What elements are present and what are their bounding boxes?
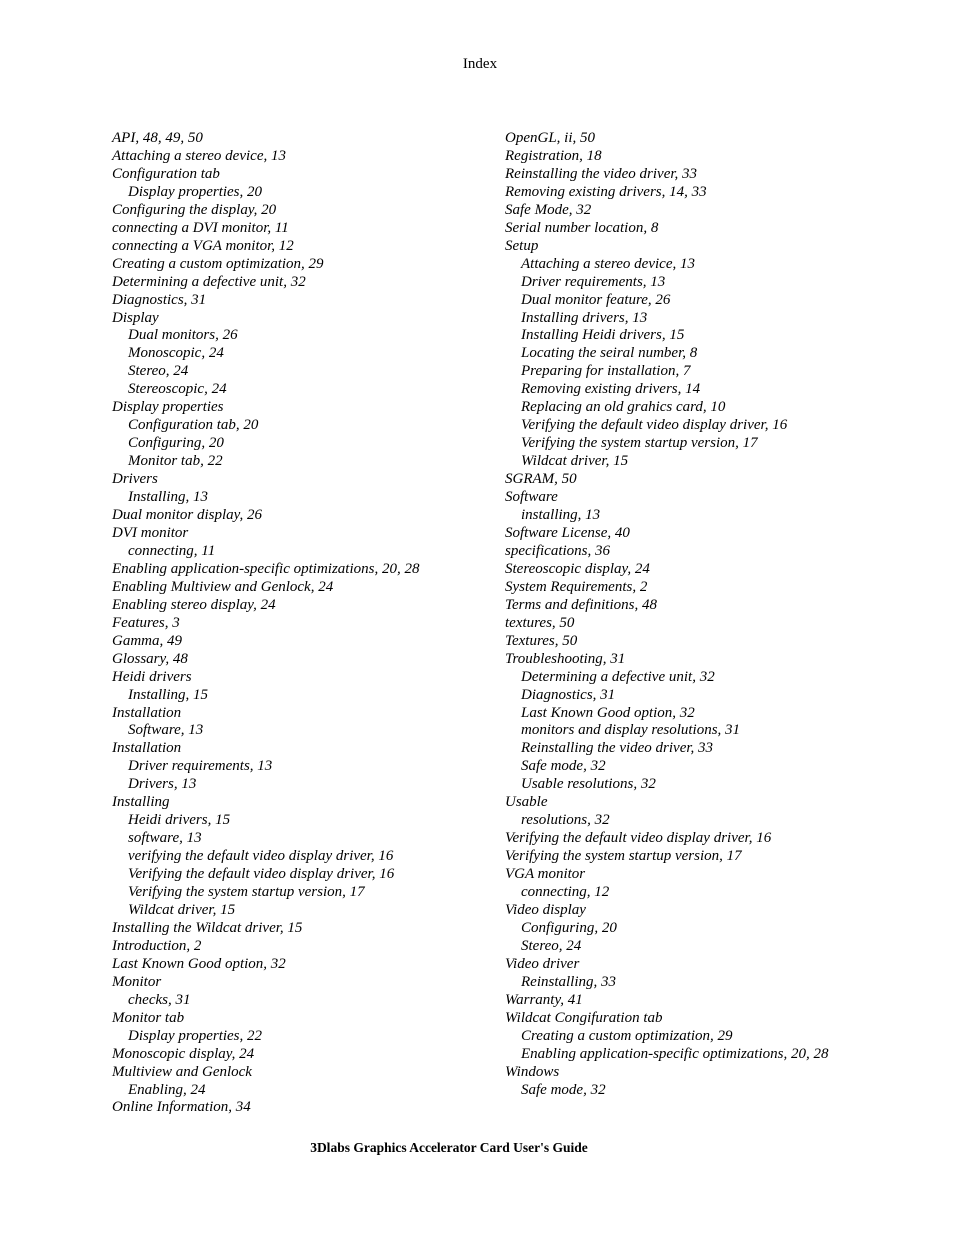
index-entry: Reinstalling the video driver, 33 xyxy=(505,165,698,182)
index-subentry: Dual monitors, 26 xyxy=(128,327,238,344)
index-entry: Monoscopic display, 24 xyxy=(112,1045,255,1062)
index-entry: Windows xyxy=(505,1063,560,1080)
index-subentry: installing, 13 xyxy=(521,507,601,524)
index-entry: Video display xyxy=(505,901,586,918)
index-entry: Gamma, 49 xyxy=(112,632,182,649)
index-entry: Monitor xyxy=(112,973,162,990)
index-entry: Verifying the default video display driver, 16 xyxy=(505,830,772,847)
index-entry: Terms and definitions, 48 xyxy=(505,596,657,613)
index-subentry: Usable resolutions, 32 xyxy=(521,776,656,793)
index-entry: Drivers xyxy=(112,471,158,488)
index-entry: Online Information, 34 xyxy=(112,1099,251,1116)
page-header: Index xyxy=(462,56,498,72)
index-entry: Wildcat Congifuration tab xyxy=(505,1009,663,1026)
index-subentry: Creating a custom optimization, 29 xyxy=(521,1027,733,1044)
index-subentry: Dual monitor feature, 26 xyxy=(521,291,671,308)
index-subentry: Attaching a stereo device, 13 xyxy=(521,255,695,272)
index-entry: Safe Mode, 32 xyxy=(505,201,592,218)
index-subentry: Enabling, 24 xyxy=(128,1081,206,1098)
index-subentry: Verifying the system startup version, 17 xyxy=(521,435,758,452)
index-entry: Enabling stereo display, 24 xyxy=(112,596,276,613)
index-subentry: Stereo, 24 xyxy=(128,363,189,380)
index-entry: textures, 50 xyxy=(505,614,575,631)
index-entry: Registration, 18 xyxy=(505,147,602,164)
index-column-left xyxy=(112,130,492,1117)
index-entry: Multiview and Genlock xyxy=(112,1063,252,1080)
index-entry: Enabling application-specific optimizations, 20, 28 xyxy=(112,560,420,577)
index-subentry: Installing drivers, 13 xyxy=(521,309,648,326)
index-entry: Serial number location, 8 xyxy=(505,219,659,236)
index-subentry: Enabling application-specific optimizations, 20, 28 xyxy=(521,1045,829,1062)
index-entry: Last Known Good option, 32 xyxy=(112,955,286,972)
index-entry: SGRAM, 50 xyxy=(505,471,577,488)
index-entry: Display properties xyxy=(112,399,224,416)
index-subentry: Driver requirements, 13 xyxy=(128,758,273,775)
index-entry: Determining a defective unit, 32 xyxy=(112,273,306,290)
index-entry: Software xyxy=(505,489,558,506)
index-entry: connecting a DVI monitor, 11 xyxy=(112,219,289,236)
index-entry: Glossary, 48 xyxy=(112,650,188,667)
index-entry: Textures, 50 xyxy=(505,632,578,649)
index-entry: System Requirements, 2 xyxy=(505,578,648,595)
index-entry: Software License, 40 xyxy=(505,524,630,541)
index-entry: Enabling Multiview and Genlock, 24 xyxy=(112,578,334,595)
index-entry: Installation xyxy=(112,704,182,721)
index-entry: OpenGL, ii, 50 xyxy=(505,130,595,146)
index-entry: Display xyxy=(112,309,159,326)
index-subentry: Configuration tab, 20 xyxy=(128,417,259,434)
index-subentry: resolutions, 32 xyxy=(521,812,610,829)
index-entry: VGA monitor xyxy=(505,866,586,883)
index-subentry: Replacing an old grahics card, 10 xyxy=(521,399,726,416)
index-column-right xyxy=(505,130,945,1099)
index-entry: Setup xyxy=(505,237,539,254)
index-entry: Usable xyxy=(505,794,548,811)
index-subentry: Reinstalling the video driver, 33 xyxy=(521,740,714,757)
index-subentry: Driver requirements, 13 xyxy=(521,273,666,290)
index-entry: Stereoscopic display, 24 xyxy=(505,560,650,577)
index-subentry: Verifying the default video display driver, 16 xyxy=(128,866,395,883)
index-entry: Introduction, 2 xyxy=(112,937,202,954)
index-entry: Dual monitor display, 26 xyxy=(112,507,263,524)
index-subentry: Last Known Good option, 32 xyxy=(521,704,695,721)
index-entry: DVI monitor xyxy=(112,524,189,541)
index-subentry: Verifying the system startup version, 17 xyxy=(128,884,365,901)
index-entry: Troubleshooting, 31 xyxy=(505,650,626,667)
index-subentry: Wildcat driver, 15 xyxy=(128,901,236,918)
index-subentry: Stereo, 24 xyxy=(521,937,582,954)
index-subentry: Installing Heidi drivers, 15 xyxy=(521,327,685,344)
index-entry: API, 48, 49, 50 xyxy=(112,130,203,146)
index-entry: Features, 3 xyxy=(112,614,180,631)
index-subentry: Software, 13 xyxy=(128,722,204,739)
index-subentry: Installing, 15 xyxy=(128,686,209,703)
index-entry: connecting a VGA monitor, 12 xyxy=(112,237,294,254)
index-entry: Installation xyxy=(112,740,182,757)
index-subentry: verifying the default video display driver, 16 xyxy=(128,848,394,865)
index-subentry: software, 13 xyxy=(128,830,202,847)
index-entry: Installing xyxy=(112,794,170,811)
index-subentry: Locating the seiral number, 8 xyxy=(521,345,698,362)
index-entry: Attaching a stereo device, 13 xyxy=(112,147,286,164)
index-subentry: Heidi drivers, 15 xyxy=(128,812,231,829)
index-subentry: connecting, 12 xyxy=(521,884,610,901)
index-entry: Monitor tab xyxy=(112,1009,185,1026)
index-subentry: Diagnostics, 31 xyxy=(521,686,616,703)
index-entry: Diagnostics, 31 xyxy=(112,291,207,308)
index-subentry: Preparing for installation, 7 xyxy=(521,363,691,380)
index-entry: Configuring the display, 20 xyxy=(112,201,277,218)
index-entry: Warranty, 41 xyxy=(505,991,583,1008)
index-subentry: Monoscopic, 24 xyxy=(128,345,224,362)
index-entry: Removing existing drivers, 14, 33 xyxy=(505,183,707,200)
index-subentry: checks, 31 xyxy=(128,991,191,1008)
index-entry: Installing the Wildcat driver, 15 xyxy=(112,919,303,936)
index-subentry: Verifying the default video display driver, 16 xyxy=(521,417,788,434)
index-subentry: Reinstalling, 33 xyxy=(521,973,616,990)
index-subentry: Display properties, 20 xyxy=(128,183,263,200)
index-subentry: monitors and display resolutions, 31 xyxy=(521,722,741,739)
index-subentry: Safe mode, 32 xyxy=(521,1081,606,1098)
index-entry: Video driver xyxy=(505,955,580,972)
page-footer: 3Dlabs Graphics Accelerator Card User's Guide xyxy=(310,1140,588,1155)
index-subentry: Removing existing drivers, 14 xyxy=(521,381,701,398)
index-subentry: Configuring, 20 xyxy=(128,435,224,452)
index-subentry: Determining a defective unit, 32 xyxy=(521,668,715,685)
index-entry: Creating a custom optimization, 29 xyxy=(112,255,324,272)
index-subentry: Configuring, 20 xyxy=(521,919,617,936)
index-entry: Heidi drivers xyxy=(112,668,192,685)
index-subentry: Display properties, 22 xyxy=(128,1027,263,1044)
index-subentry: Monitor tab, 22 xyxy=(128,453,223,470)
index-entry: Verifying the system startup version, 17 xyxy=(505,848,742,865)
index-subentry: Stereoscopic, 24 xyxy=(128,381,227,398)
index-subentry: connecting, 11 xyxy=(128,542,216,559)
index-subentry: Safe mode, 32 xyxy=(521,758,606,775)
index-entry: specifications, 36 xyxy=(505,542,610,559)
index-entry: Configuration tab xyxy=(112,165,220,182)
index-subentry: Installing, 13 xyxy=(128,489,209,506)
index-subentry: Drivers, 13 xyxy=(128,776,197,793)
index-subentry: Wildcat driver, 15 xyxy=(521,453,629,470)
